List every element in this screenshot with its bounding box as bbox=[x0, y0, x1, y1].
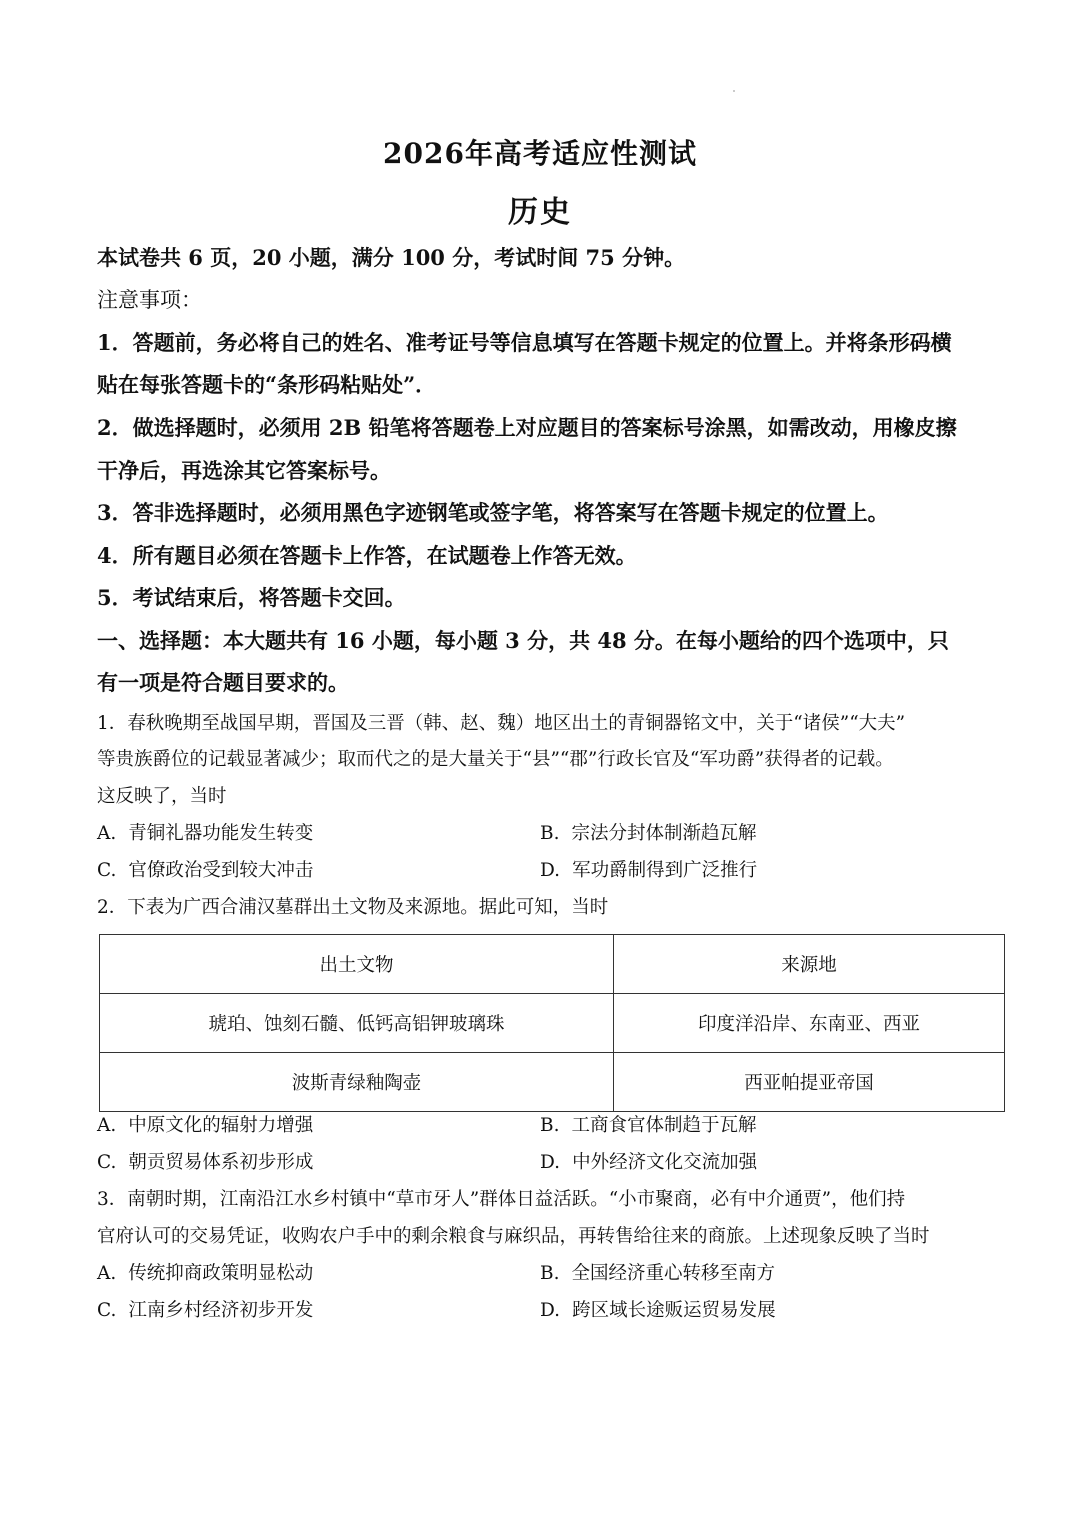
question-1-stem-line-2: 等贵族爵位的记载显著减少；取而代之的是大量关于“县”“郡”行政长官及“军功爵”获得者的记载。 bbox=[97, 749, 894, 770]
table-cell: 琥珀、蚀刻石髓、低钙高铝钾玻璃珠 bbox=[100, 994, 614, 1053]
question-1-stem-line-1: 1．春秋晚期至战国早期，晋国及三晋（韩、赵、魏）地区出土的青铜器铭文中，关于“诸侯”“大夫” bbox=[97, 713, 906, 734]
question-3-option-c bbox=[97, 1297, 313, 1325]
question-1-option-d bbox=[540, 857, 757, 885]
option-text: 传统抑商政策明显松动 bbox=[128, 1263, 314, 1284]
option-key: D. bbox=[540, 860, 561, 881]
option-text: 中原文化的辐射力增强 bbox=[128, 1115, 314, 1136]
notice-4: 4．所有题目必须在答题卡上作答，在试题卷上作答无效。 bbox=[97, 543, 637, 568]
option-key: A. bbox=[97, 823, 117, 844]
artifact-source-table bbox=[99, 934, 1005, 1112]
notice-1-line-2: 贴在每张答题卡的“条形码粘贴处”． bbox=[97, 372, 437, 397]
option-key: C. bbox=[97, 1300, 117, 1321]
notice-1-line-1: 1．答题前，务必将自己的姓名、准考证号等信息填写在答题卡规定的位置上。并将条形码横 bbox=[97, 330, 952, 355]
exam-subject: 历史 bbox=[508, 195, 572, 230]
option-key: A. bbox=[97, 1115, 117, 1136]
question-1-option-b bbox=[540, 820, 757, 848]
option-text: 全国经济重心转移至南方 bbox=[571, 1263, 775, 1284]
question-1-option-a bbox=[97, 820, 313, 848]
option-text: 朝贡贸易体系初步形成 bbox=[128, 1152, 314, 1173]
option-key: B. bbox=[540, 1263, 560, 1284]
option-text: 跨区域长途贩运贸易发展 bbox=[572, 1300, 776, 1321]
exam-info: 本试卷共 6 页，20 小题，满分 100 分，考试时间 75 分钟。 bbox=[97, 245, 686, 270]
option-key: D. bbox=[540, 1300, 561, 1321]
table-header-cell: 来源地 bbox=[614, 935, 1005, 994]
notice-heading: 注意事项： bbox=[97, 288, 202, 312]
option-key: A. bbox=[97, 1263, 117, 1284]
option-text: 宗法分封体制渐趋瓦解 bbox=[571, 823, 757, 844]
notice-2-line-1: 2．做选择题时，必须用 2B 铅笔将答题卷上对应题目的答案标号涂黑，如需改动，用橡皮擦 bbox=[97, 415, 957, 440]
question-2-option-b bbox=[540, 1112, 757, 1140]
question-3-option-a bbox=[97, 1260, 313, 1288]
option-key: C. bbox=[97, 860, 117, 881]
option-key: B. bbox=[540, 823, 560, 844]
question-3-option-b bbox=[540, 1260, 775, 1288]
option-text: 江南乡村经济初步开发 bbox=[128, 1300, 314, 1321]
option-text: 工商食官体制趋于瓦解 bbox=[571, 1115, 757, 1136]
table-row bbox=[100, 1053, 1005, 1112]
table-cell: 西亚帕提亚帝国 bbox=[614, 1053, 1005, 1112]
section-heading-line-1: 一、选择题：本大题共有 16 小题，每小题 3 分，共 48 分。在每小题给的四个选项中，只 bbox=[97, 628, 949, 653]
table-cell: 印度洋沿岸、东南亚、西亚 bbox=[614, 994, 1005, 1053]
question-3-stem-line-1: 3．南朝时期，江南沿江水乡村镇中“草市牙人”群体日益活跃。“小市聚商，必有中介通贾”，他们持 bbox=[97, 1189, 906, 1210]
option-text: 官僚政治受到较大冲击 bbox=[128, 860, 314, 881]
question-1-option-c bbox=[97, 857, 313, 885]
question-2-option-d bbox=[540, 1149, 757, 1177]
section-heading-line-2: 有一项是符合题目要求的。 bbox=[97, 670, 349, 695]
option-key: D. bbox=[540, 1152, 561, 1173]
speck-mark bbox=[733, 90, 735, 92]
question-1-stem-line-3: 这反映了，当时 bbox=[97, 786, 227, 807]
question-2-stem: 2．下表为广西合浦汉墓群出土文物及来源地。据此可知，当时 bbox=[97, 897, 609, 918]
option-key: B. bbox=[540, 1115, 560, 1136]
option-text: 青铜礼器功能发生转变 bbox=[128, 823, 314, 844]
table-header-row bbox=[100, 935, 1005, 994]
option-text: 军功爵制得到广泛推行 bbox=[572, 860, 758, 881]
table-header-cell: 出土文物 bbox=[100, 935, 614, 994]
question-3-option-d bbox=[540, 1297, 776, 1325]
option-text: 中外经济文化交流加强 bbox=[572, 1152, 758, 1173]
exam-title: 2026年高考适应性测试 bbox=[383, 137, 697, 170]
notice-3: 3．答非选择题时，必须用黑色字迹钢笔或签字笔，将答案写在答题卡规定的位置上。 bbox=[97, 500, 889, 525]
notice-5: 5．考试结束后，将答题卡交回。 bbox=[97, 585, 406, 610]
table-row bbox=[100, 994, 1005, 1053]
question-2-option-a bbox=[97, 1112, 313, 1140]
question-2-option-c bbox=[97, 1149, 313, 1177]
notice-2-line-2: 干净后，再选涂其它答案标号。 bbox=[97, 458, 391, 483]
option-key: C. bbox=[97, 1152, 117, 1173]
question-3-stem-line-2: 官府认可的交易凭证，收购农户手中的剩余粮食与麻织品，再转售给往来的商旅。上述现象反映了当时 bbox=[97, 1226, 930, 1247]
table-cell: 波斯青绿釉陶壶 bbox=[100, 1053, 614, 1112]
